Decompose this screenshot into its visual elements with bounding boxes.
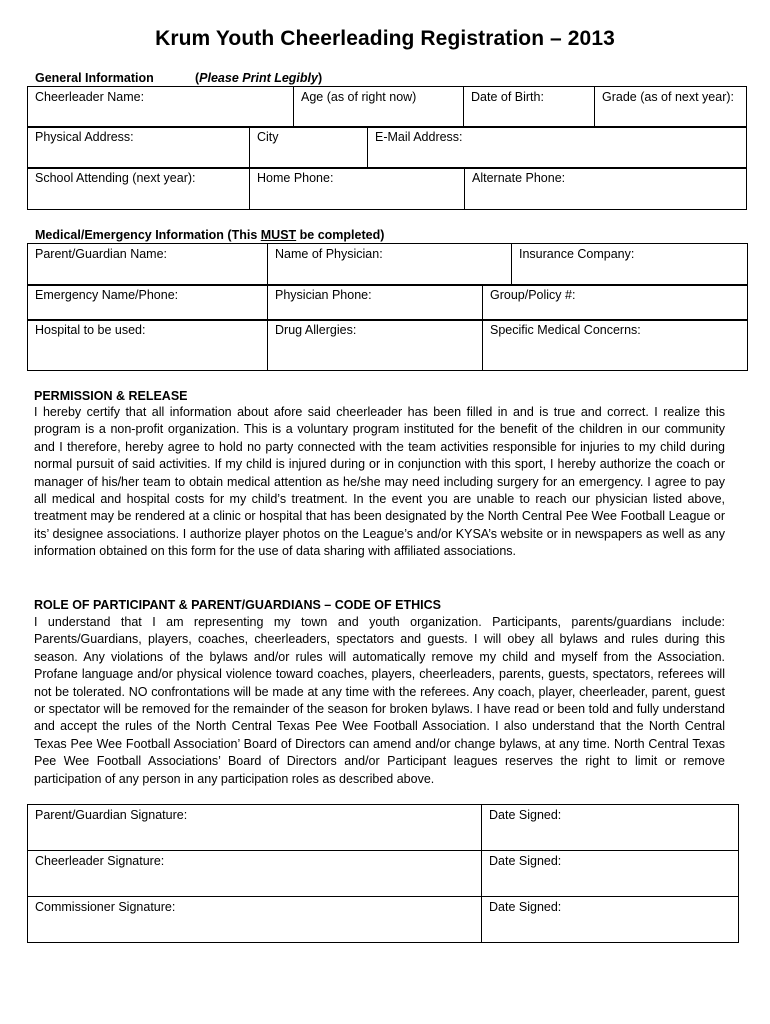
must-emphasis: MUST (260, 228, 297, 242)
print-legibly-note: (Please Print Legibly) (195, 71, 323, 85)
signature-row (28, 851, 739, 897)
general-row-3-table (27, 167, 747, 210)
general-row-1-table (27, 86, 747, 128)
medical-row-2-table (27, 284, 748, 321)
physician-name-field[interactable]: Name of Physician: (268, 244, 512, 286)
parent-date-signed-field[interactable]: Date Signed: (482, 805, 739, 851)
cheerleader-date-signed-field[interactable]: Date Signed: (482, 851, 739, 897)
commissioner-date-signed-field[interactable]: Date Signed: (482, 897, 739, 943)
ethics-heading: ROLE OF PARTICIPANT & PARENT/GUARDIANS – CODE OF ETHICS (34, 598, 441, 612)
cheerleader-signature-field[interactable]: Cheerleader Signature: (28, 851, 482, 897)
hospital-field[interactable]: Hospital to be used: (28, 320, 268, 371)
medical-row-1-table (27, 243, 748, 286)
school-attending-field[interactable]: School Attending (next year): (28, 168, 250, 210)
permission-heading: PERMISSION & RELEASE (34, 389, 188, 403)
alternate-phone-field[interactable]: Alternate Phone: (465, 168, 747, 210)
medical-concerns-field[interactable]: Specific Medical Concerns: (483, 320, 748, 371)
insurance-company-field[interactable]: Insurance Company: (512, 244, 748, 286)
medical-info-heading: Medical/Emergency Information (This MUST be completed) (35, 228, 385, 242)
physician-phone-field[interactable]: Physician Phone: (268, 285, 483, 321)
cheerleader-name-field[interactable]: Cheerleader Name: (28, 87, 294, 128)
commissioner-signature-field[interactable]: Commissioner Signature: (28, 897, 482, 943)
general-info-title: General Information (35, 71, 154, 85)
permission-text: I hereby certify that all information about afore said cheerleader has been filled in and is true and correct. I realize this program is a non-profit organization. This is a voluntary program instituted for the benefit of the children in our community and I therefore, hereby agree to hold no party connected with the team activities responsible for injuries to my child during normal pursuit of said activities. If my child is injured during or in conjunction with this sport, I hereby authorize the coach or manager of his/her team to obtain medical attention as he/she may need including surgery for an emergency. I agree to pay all medical and hospital costs for my child’s treatment. In the event you are unable to reach our physician listed above, treatment may be rendered at a clinic or hospital that has been designated by the North Central Pee Wee Football League or its’ designee associations. I authorize player photos on the League’s and/or KYSA’s website or in newspapers as well as any information obtained on this form for the use of data sharing with affiliated associations. (34, 405, 725, 559)
emergency-name-phone-field[interactable]: Emergency Name/Phone: (28, 285, 268, 321)
email-address-field[interactable]: E-Mail Address: (368, 127, 747, 169)
general-info-heading (35, 71, 154, 85)
signature-table (27, 804, 739, 943)
age-field[interactable]: Age (as of right now) (294, 87, 464, 128)
page-title: Krum Youth Cheerleading Registration – 2013 (155, 27, 615, 50)
signature-row (28, 897, 739, 943)
general-row-2-table (27, 126, 747, 169)
grade-field[interactable]: Grade (as of next year): (595, 87, 747, 128)
parent-guardian-signature-field[interactable]: Parent/Guardian Signature: (28, 805, 482, 851)
drug-allergies-field[interactable]: Drug Allergies: (268, 320, 483, 371)
physical-address-field[interactable]: Physical Address: (28, 127, 250, 169)
medical-row-3-table (27, 319, 748, 371)
city-field[interactable]: City (250, 127, 368, 169)
home-phone-field[interactable]: Home Phone: (250, 168, 465, 210)
signature-row (28, 805, 739, 851)
date-of-birth-field[interactable]: Date of Birth: (464, 87, 595, 128)
ethics-text: I understand that I am representing my town and youth organization. Participants, parents/guardians include: Parents/Guardians, players, coaches, cheerleaders, spectators and guests. I will obey all bylaws and rules during this season. Any violations of the bylaws and/or rules will automatically remove my child and myself from the Association. Profane language and/or physical violence toward coaches, players, cheerleaders, parents, guests, spectators, referees will not be tolerated. NO confrontations will be made at any time with the referees. Any coach, player, cheerleader, parent, guest or spectator will be removed for the remainder of the season for broken bylaws. I have read or been told and fully understand and accept the rules of the North Central Texas Pee Wee Football Association. I also understand that the North Central Texas Pee Wee Football Association’ Board of Directors can amend and/or change bylaws, at any time. North Central Texas Pee Wee Football Associations’ Board of Directors and/or Participant leagues reserves the right to limit or remove participation of any person in any participation roles as described above. (34, 615, 725, 786)
parent-guardian-name-field[interactable]: Parent/Guardian Name: (28, 244, 268, 286)
group-policy-field[interactable]: Group/Policy #: (483, 285, 748, 321)
